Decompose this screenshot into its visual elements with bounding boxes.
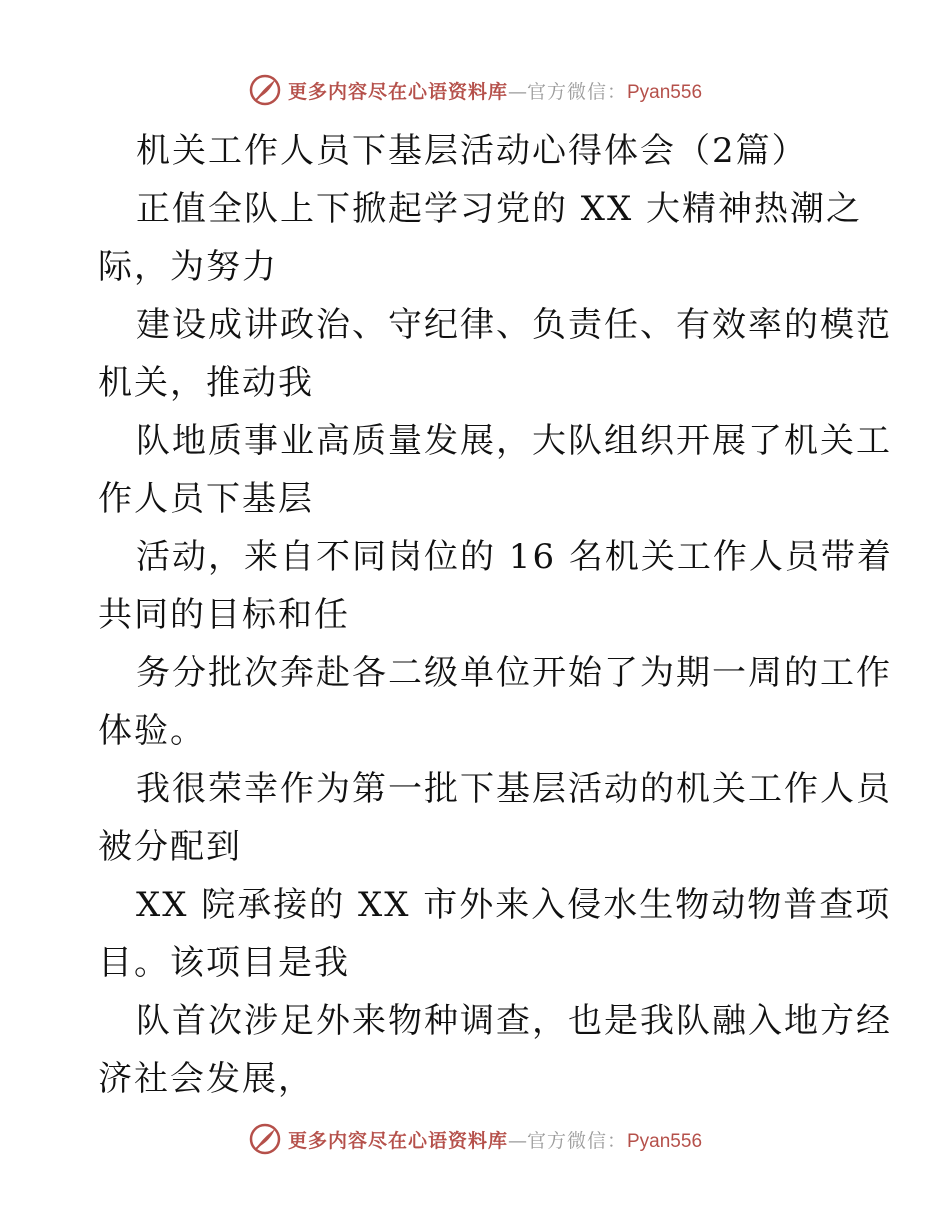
paragraph-line: 活动，来自不同岗位的 16 名机关工作人员带着 [136, 537, 893, 577]
watermark-text [288, 1126, 702, 1153]
paragraph-line: 队首次涉足外来物种调查，也是我队融入地方经 [136, 1001, 892, 1041]
paragraph-line: 被分配到 [98, 827, 242, 867]
watermark-label: 官方微信： [526, 1129, 627, 1152]
watermark-main: 更多内容尽在心语资料库 [287, 80, 508, 103]
watermark-main: 更多内容尽在心语资料库 [287, 1129, 508, 1152]
header-watermark [0, 68, 950, 112]
watermark-label: 官方微信： [526, 80, 627, 103]
paragraph-line: 际，为努力 [98, 247, 278, 287]
paragraph-line: 我很荣幸作为第一批下基层活动的机关工作人员 [136, 769, 892, 809]
paragraph-line: 作人员下基层 [98, 479, 314, 519]
document-title: 机关工作人员下基层活动心得体会（2篇） [136, 131, 808, 171]
footer-watermark [0, 1117, 950, 1161]
feather-pen-icon [248, 73, 282, 107]
feather-pen-icon [248, 1122, 282, 1156]
watermark-text [288, 77, 702, 104]
watermark-separator: — [507, 80, 527, 103]
paragraph-line: 共同的目标和任 [98, 595, 350, 635]
document-body [98, 122, 893, 1108]
paragraph-line: 济社会发展， [98, 1059, 314, 1099]
paragraph-line: 体验。 [98, 711, 206, 751]
watermark-id: Pyan556 [627, 1130, 703, 1152]
paragraph-line: 队地质事业高质量发展，大队组织开展了机关工 [136, 421, 892, 461]
paragraph-line: 目。该项目是我 [98, 943, 350, 983]
watermark-id: Pyan556 [627, 81, 703, 103]
paragraph-line: 务分批次奔赴各二级单位开始了为期一周的工作 [136, 653, 892, 693]
paragraph-line: XX 院承接的 XX 市外来入侵水生物动物普查项 [136, 885, 892, 925]
paragraph-line: 建设成讲政治、守纪律、负责任、有效率的模范 [136, 305, 892, 345]
paragraph-line: 机关，推动我 [98, 363, 314, 403]
paragraph-line: 正值全队上下掀起学习党的 XX 大精神热潮之 [136, 189, 863, 229]
watermark-separator: — [507, 1129, 527, 1152]
